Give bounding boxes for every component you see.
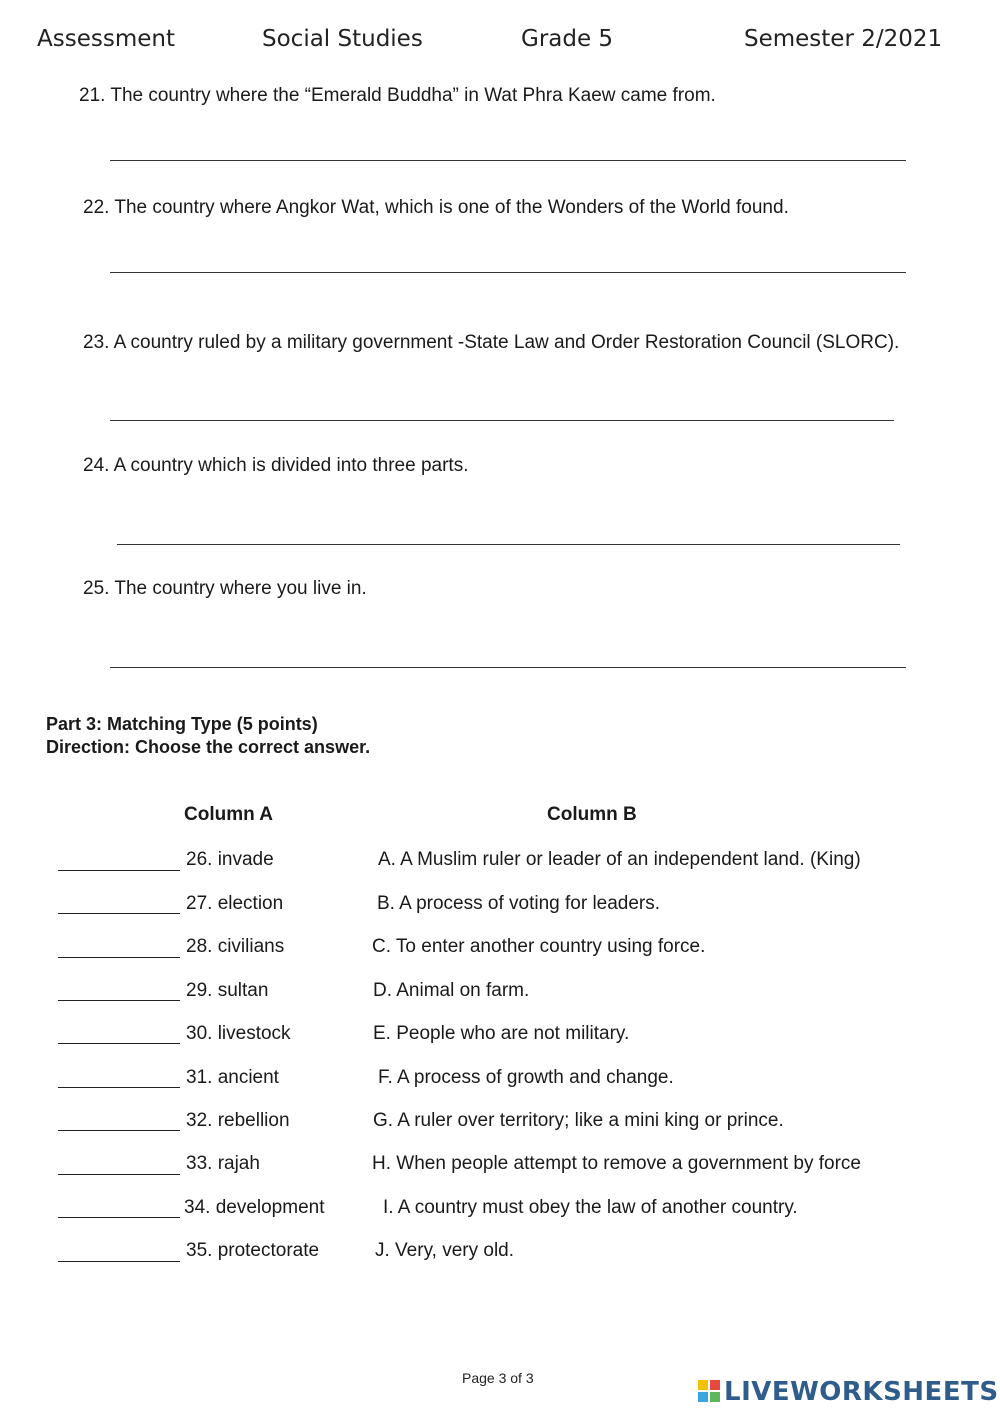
question-22: 22. The country where Angkor Wat, which is one of the Wonders of the World found. xyxy=(83,197,789,218)
column-b-header: Column B xyxy=(547,804,637,825)
column-a-item-28: 28. civilians xyxy=(186,936,285,957)
header-assessment: Assessment xyxy=(37,26,175,52)
column-a-item-33: 33. rajah xyxy=(186,1153,260,1174)
liveworksheets-logo-icon xyxy=(698,1380,722,1404)
column-b-item-g: G. A ruler over territory; like a mini king or prince. xyxy=(373,1110,784,1131)
question-24: 24. A country which is divided into three parts. xyxy=(83,455,469,476)
column-a-item-34: 34. development xyxy=(184,1197,325,1218)
column-b-item-f: F. A process of growth and change. xyxy=(378,1067,674,1088)
question-21: 21. The country where the “Emerald Buddha” in Wat Phra Kaew came from. xyxy=(79,85,716,106)
answer-blank-26[interactable] xyxy=(58,870,180,871)
page-number: Page 3 of 3 xyxy=(462,1370,534,1386)
column-b-item-h: H. When people attempt to remove a government by force xyxy=(372,1153,861,1174)
answer-blank-29[interactable] xyxy=(58,1000,180,1001)
header-subject: Social Studies xyxy=(262,26,423,52)
column-a-header: Column A xyxy=(184,804,274,825)
answer-line-21[interactable] xyxy=(110,160,906,161)
column-a-item-32: 32. rebellion xyxy=(186,1110,290,1131)
column-b-item-b: B. A process of voting for leaders. xyxy=(377,893,661,914)
column-a-item-26: 26. invade xyxy=(186,849,274,870)
answer-line-24[interactable] xyxy=(117,544,900,545)
column-a-item-27: 27. election xyxy=(186,893,284,914)
column-a-item-35: 35. protectorate xyxy=(186,1240,320,1261)
answer-line-22[interactable] xyxy=(110,272,906,273)
column-b-item-e: E. People who are not military. xyxy=(373,1023,630,1044)
header-semester: Semester 2/2021 xyxy=(744,26,943,52)
liveworksheets-logo-text: LIVEWORKSHEETS xyxy=(724,1377,999,1407)
question-25: 25. The country where you live in. xyxy=(83,578,367,599)
column-b-item-a: A. A Muslim ruler or leader of an independent land. (King) xyxy=(378,849,861,870)
answer-line-23[interactable] xyxy=(110,420,894,421)
answer-line-25[interactable] xyxy=(110,667,906,668)
liveworksheets-logo xyxy=(698,1377,999,1407)
column-b-item-i: I. A country must obey the law of another country. xyxy=(383,1197,798,1218)
answer-blank-33[interactable] xyxy=(58,1174,180,1175)
answer-blank-30[interactable] xyxy=(58,1043,180,1044)
answer-blank-32[interactable] xyxy=(58,1130,180,1131)
column-b-item-c: C. To enter another country using force. xyxy=(372,936,706,957)
column-b-item-d: D. Animal on farm. xyxy=(373,980,530,1001)
question-23: 23. A country ruled by a military government -State Law and Order Restoration Council (SLORC). xyxy=(83,332,900,353)
answer-blank-34[interactable] xyxy=(58,1217,180,1218)
part3-title: Part 3: Matching Type (5 points) xyxy=(46,714,318,734)
column-a-item-31: 31. ancient xyxy=(186,1067,279,1088)
answer-blank-27[interactable] xyxy=(58,913,180,914)
answer-blank-35[interactable] xyxy=(58,1261,180,1262)
part3-direction: Direction: Choose the correct answer. xyxy=(46,737,371,757)
answer-blank-31[interactable] xyxy=(58,1087,180,1088)
header-grade: Grade 5 xyxy=(521,26,614,52)
column-a-item-30: 30. livestock xyxy=(186,1023,291,1044)
answer-blank-28[interactable] xyxy=(58,957,180,958)
column-a-item-29: 29. sultan xyxy=(186,980,269,1001)
column-b-item-j: J. Very, very old. xyxy=(375,1240,515,1261)
